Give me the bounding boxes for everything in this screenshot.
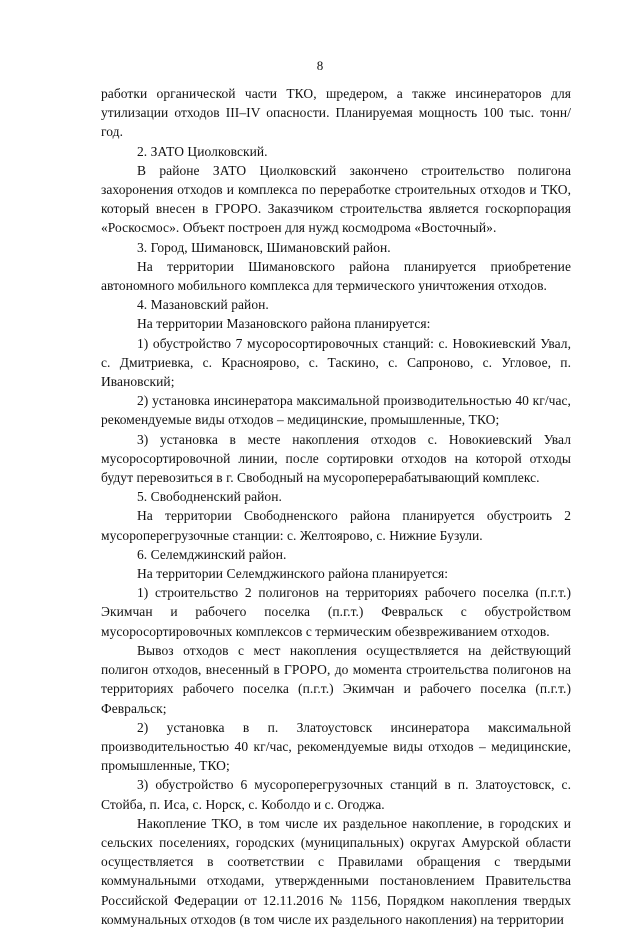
list-item: 3) установка в месте накопления отходов с. Новокиевский Увал мусоросортировочной линии, после сортировки отходов на которой отходы будут перевозиться в г. Свободный на мусороперерабатывающий комплекс.: [101, 431, 571, 486]
list-item: 1) обустройство 7 мусоросортировочных станций: с. Новокиевский Увал, с. Дмитриевка, с. Красноярово, с. Таскино, с. Сапроново, с. Угловое, п. Ивановский;: [101, 335, 571, 390]
section-heading: 5. Свободненский район.: [137, 489, 282, 505]
section-heading: 4. Мазановский район.: [137, 297, 269, 313]
paragraph: На территории Шимановского района планируется приобретение автономного мобильного комплекса для термического уничтожения отходов.: [101, 258, 571, 294]
list-item: 2) установка в п. Златоустовск инсинератора максимальной производительностью 40 кг/час, рекомендуемые виды отходов – медицинские, промышленные, ТКО;: [101, 719, 571, 774]
section-heading: 2. ЗАТО Циолковский.: [137, 143, 268, 159]
paragraph: На территории Свободненского района планируется обустроить 2 мусороперегрузочные станции: с. Желтоярово, с. Нижние Бузули.: [101, 508, 571, 543]
section-heading: 3. Город, Шимановск, Шимановский район.: [137, 239, 391, 255]
paragraph: Накопление ТКО, в том числе их раздельное накопление, в городских и сельских поселениях, городских (муниципальных) округах Амурской области осуществляется в соответствии с Правилами обращения с твердыми коммунальными отходами, утвержденными постановлением Правительства Российской Федерации от 12.11.2016 № 1156, Порядком накопления твердых коммунальных отходов (в том числе их раздельного накопления) на территории: [101, 815, 571, 927]
list-item: 2) установка инсинератора максимальной производительностью 40 кг/час, рекомендуемые виды отходов – медицинские, промышленные, ТКО;: [101, 393, 571, 428]
paragraph: Вывоз отходов с мест накопления осуществляется на действующий полигон отходов, внесенный в ГРОРО, до момента строительства полигонов на территориях рабочего поселка (п.г.т.) Экимчан и рабочего поселка (п.г.т.) Февральск;: [101, 642, 571, 716]
list-item: 1) строительство 2 полигонов на территориях рабочего поселка (п.г.т.) Экимчан и рабочего поселка (п.г.т.) Февральск с обустройством мусоросортировочных комплексов с термическим обезвреживанием отходов.: [101, 585, 571, 639]
section-heading: 6. Селемджинский район.: [137, 546, 287, 562]
paragraph: В районе ЗАТО Циолковский закончено строительство полигона захоронения отходов и комплекса по переработке строительных отходов и ТКО, который внесен в ГРОРО. Заказчиком строительства является госкорпорация «Роскосмос». Объект построен для нужд космодрома «Восточный».: [101, 162, 571, 236]
list-item: 3) обустройство 6 мусороперегрузочных станций в п. Златоустовск, с. Стойба, п. Иса, с. Норск, с. Коболдо и с. Огоджа.: [101, 777, 571, 812]
paragraph: На территории Селемджинского района планируется:: [137, 566, 449, 582]
page-number: 8: [316, 58, 324, 73]
paragraph: работки органической части ТКО, шредером, а также инсинераторов для утилизации отходов III–IV опасности. Планируемая мощность 100 тыс. тонн/год.: [101, 86, 571, 140]
paragraph: На территории Мазановского района планируется:: [137, 316, 431, 332]
document-body: [101, 84, 571, 929]
